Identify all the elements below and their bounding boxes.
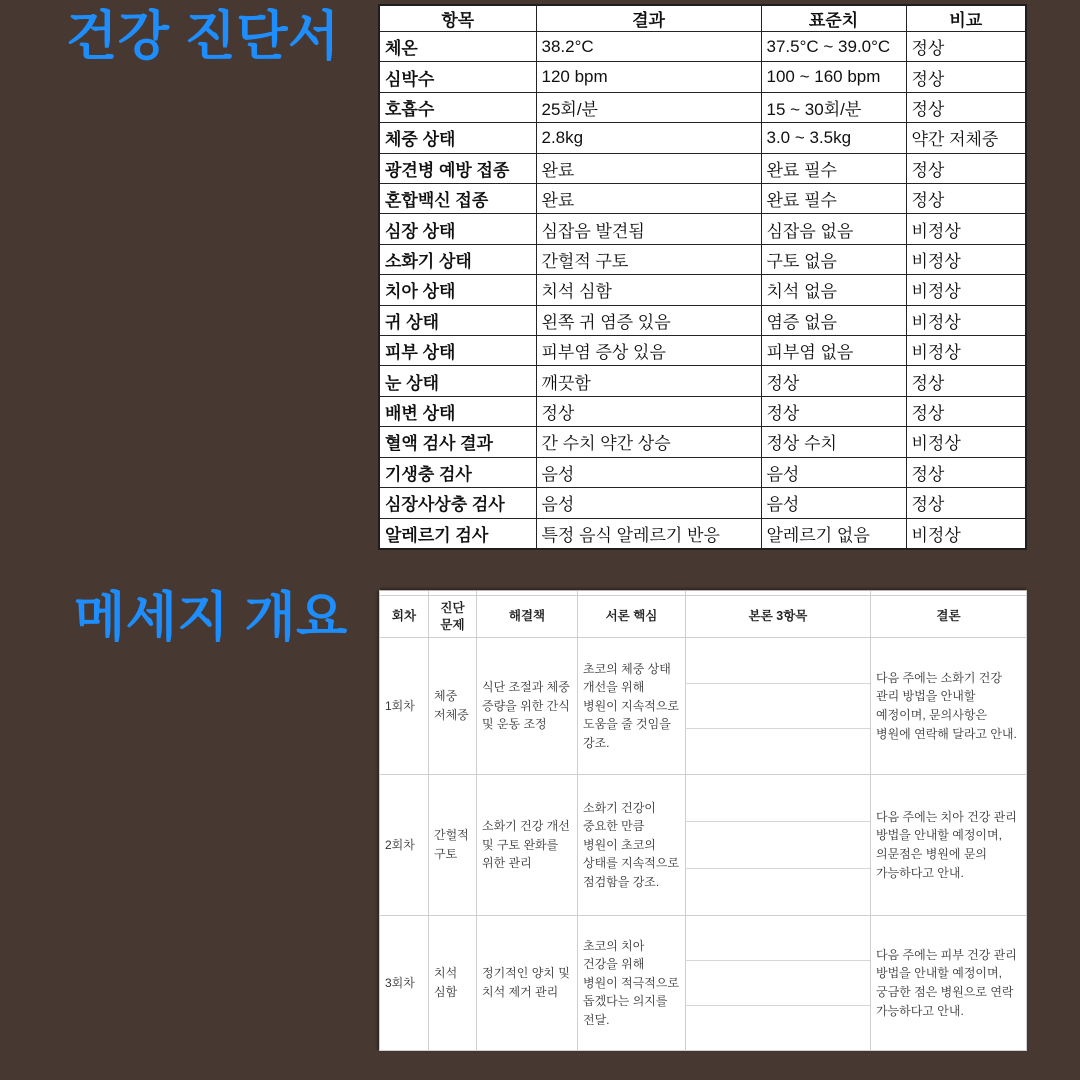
message-table	[379, 590, 1027, 1051]
item-cell: 치아 상태	[379, 275, 536, 305]
health-table-body	[379, 32, 1026, 550]
message-section-title: 메세지 개요	[74, 588, 348, 647]
health-table-row	[379, 184, 1026, 214]
result-cell: 완료	[536, 153, 761, 183]
health-table-row	[379, 366, 1026, 396]
message-col-header-body: 본론 3항목	[686, 596, 871, 638]
comparison-cell: 비정상	[906, 244, 1026, 274]
health-table-row	[379, 153, 1026, 183]
health-table-row	[379, 92, 1026, 122]
item-cell: 혼합백신 접종	[379, 184, 536, 214]
body-item	[686, 683, 870, 729]
round-cell: 1회차	[380, 638, 429, 775]
item-cell: 귀 상태	[379, 305, 536, 335]
standard-cell: 염증 없음	[761, 305, 906, 335]
health-table	[378, 4, 1027, 550]
problem-cell: 간헐적 구토	[429, 775, 477, 916]
health-col-header-result: 결과	[536, 5, 761, 32]
result-cell: 정상	[536, 396, 761, 426]
health-table-row	[379, 488, 1026, 518]
item-cell: 심장사상충 검사	[379, 488, 536, 518]
health-table-row	[379, 427, 1026, 457]
comparison-cell: 정상	[906, 488, 1026, 518]
result-cell: 25회/분	[536, 92, 761, 122]
item-cell: 심박수	[379, 62, 536, 92]
body-items-cell	[686, 775, 871, 916]
standard-cell: 37.5°C ~ 39.0°C	[761, 32, 906, 62]
result-cell: 특정 음식 알레르기 반응	[536, 518, 761, 549]
body-item	[686, 1005, 870, 1050]
item-cell: 알레르기 검사	[379, 518, 536, 549]
item-cell: 소화기 상태	[379, 244, 536, 274]
result-cell: 치석 심함	[536, 275, 761, 305]
standard-cell: 정상 수치	[761, 427, 906, 457]
intro-cell: 소화기 건강이 중요한 만큼 병원이 초코의 상태를 지속적으로 점검함을 강조.	[578, 775, 686, 916]
standard-cell: 완료 필수	[761, 184, 906, 214]
standard-cell: 완료 필수	[761, 153, 906, 183]
standard-cell: 15 ~ 30회/분	[761, 92, 906, 122]
item-cell: 피부 상태	[379, 336, 536, 366]
body-item	[686, 728, 870, 774]
health-table-row	[379, 396, 1026, 426]
comparison-cell: 정상	[906, 32, 1026, 62]
result-cell: 2.8kg	[536, 123, 761, 153]
body-item	[686, 775, 870, 821]
comparison-cell: 비정상	[906, 305, 1026, 335]
result-cell: 완료	[536, 184, 761, 214]
message-table-header-row	[380, 596, 1027, 638]
message-table-row	[380, 638, 1027, 775]
body-item	[686, 821, 870, 868]
message-col-header-problem: 진단 문제	[429, 596, 477, 638]
health-table-row	[379, 336, 1026, 366]
result-cell: 왼쪽 귀 염증 있음	[536, 305, 761, 335]
standard-cell: 치석 없음	[761, 275, 906, 305]
conclusion-cell: 다음 주에는 치아 건강 관리 방법을 안내할 예정이며, 의문점은 병원에 문의 가능하다고 안내.	[871, 775, 1027, 916]
problem-cell: 체중 저체중	[429, 638, 477, 775]
body-item	[686, 638, 870, 683]
item-cell: 체중 상태	[379, 123, 536, 153]
comparison-cell: 정상	[906, 92, 1026, 122]
body-items-cell	[686, 638, 871, 775]
standard-cell: 정상	[761, 396, 906, 426]
item-cell: 호흡수	[379, 92, 536, 122]
health-table-row	[379, 275, 1026, 305]
comparison-cell: 비정상	[906, 275, 1026, 305]
body-item	[686, 916, 870, 960]
item-cell: 심장 상태	[379, 214, 536, 244]
standard-cell: 음성	[761, 488, 906, 518]
comparison-cell: 비정상	[906, 518, 1026, 549]
item-cell: 배변 상태	[379, 396, 536, 426]
conclusion-cell: 다음 주에는 피부 건강 관리 방법을 안내할 예정이며, 궁금한 점은 병원으로 연락 가능하다고 안내.	[871, 916, 1027, 1051]
message-col-header-intro: 서론 핵심	[578, 596, 686, 638]
message-col-header-solution: 해결책	[477, 596, 578, 638]
round-cell: 3회차	[380, 916, 429, 1051]
result-cell: 깨끗함	[536, 366, 761, 396]
intro-cell: 초코의 체중 상태 개선을 위해 병원이 지속적으로 도움을 줄 것임을 강조.	[578, 638, 686, 775]
comparison-cell: 정상	[906, 457, 1026, 487]
health-table-row	[379, 32, 1026, 62]
item-cell: 체온	[379, 32, 536, 62]
health-section-title: 건강 진단서	[66, 7, 340, 66]
result-cell: 38.2°C	[536, 32, 761, 62]
health-table-row	[379, 214, 1026, 244]
body-items-cell	[686, 916, 871, 1051]
standard-cell: 피부염 없음	[761, 336, 906, 366]
item-cell: 혈액 검사 결과	[379, 427, 536, 457]
solution-cell: 정기적인 양치 및 치석 제거 관리	[477, 916, 578, 1051]
health-col-header-standard: 표준치	[761, 5, 906, 32]
comparison-cell: 비정상	[906, 214, 1026, 244]
health-table-row	[379, 123, 1026, 153]
comparison-cell: 비정상	[906, 336, 1026, 366]
comparison-cell: 비정상	[906, 427, 1026, 457]
result-cell: 피부염 증상 있음	[536, 336, 761, 366]
solution-cell: 식단 조절과 체중 증량을 위한 간식 및 운동 조정	[477, 638, 578, 775]
round-cell: 2회차	[380, 775, 429, 916]
item-cell: 눈 상태	[379, 366, 536, 396]
health-table-header-row	[379, 5, 1026, 32]
message-col-header-round: 회차	[380, 596, 429, 638]
message-table-row	[380, 916, 1027, 1051]
item-cell: 기생충 검사	[379, 457, 536, 487]
body-item	[686, 960, 870, 1005]
comparison-cell: 정상	[906, 62, 1026, 92]
result-cell: 음성	[536, 457, 761, 487]
standard-cell: 알레르기 없음	[761, 518, 906, 549]
standard-cell: 정상	[761, 366, 906, 396]
standard-cell: 구토 없음	[761, 244, 906, 274]
conclusion-cell: 다음 주에는 소화기 건강 관리 방법을 안내할 예정이며, 문의사항은 병원에 연락해 달라고 안내.	[871, 638, 1027, 775]
result-cell: 간 수치 약간 상승	[536, 427, 761, 457]
comparison-cell: 정상	[906, 153, 1026, 183]
item-cell: 광견병 예방 접종	[379, 153, 536, 183]
comparison-cell: 약간 저체중	[906, 123, 1026, 153]
comparison-cell: 정상	[906, 396, 1026, 426]
result-cell: 120 bpm	[536, 62, 761, 92]
standard-cell: 3.0 ~ 3.5kg	[761, 123, 906, 153]
health-table-row	[379, 244, 1026, 274]
body-item	[686, 868, 870, 915]
result-cell: 심잡음 발견됨	[536, 214, 761, 244]
standard-cell: 음성	[761, 457, 906, 487]
health-table-row	[379, 457, 1026, 487]
comparison-cell: 정상	[906, 184, 1026, 214]
health-col-header-comparison: 비교	[906, 5, 1026, 32]
comparison-cell: 정상	[906, 366, 1026, 396]
result-cell: 간헐적 구토	[536, 244, 761, 274]
message-table-rows	[380, 638, 1027, 1051]
result-cell: 음성	[536, 488, 761, 518]
health-table-row	[379, 305, 1026, 335]
standard-cell: 100 ~ 160 bpm	[761, 62, 906, 92]
health-table-row	[379, 518, 1026, 549]
problem-cell: 치석 심함	[429, 916, 477, 1051]
message-table-row	[380, 775, 1027, 916]
standard-cell: 심잡음 없음	[761, 214, 906, 244]
solution-cell: 소화기 건강 개선 및 구토 완화를 위한 관리	[477, 775, 578, 916]
health-table-row	[379, 62, 1026, 92]
intro-cell: 초코의 치아 건강을 위해 병원이 적극적으로 돕겠다는 의지를 전달.	[578, 916, 686, 1051]
message-col-header-conclusion: 결론	[871, 596, 1027, 638]
health-col-header-item: 항목	[379, 5, 536, 32]
